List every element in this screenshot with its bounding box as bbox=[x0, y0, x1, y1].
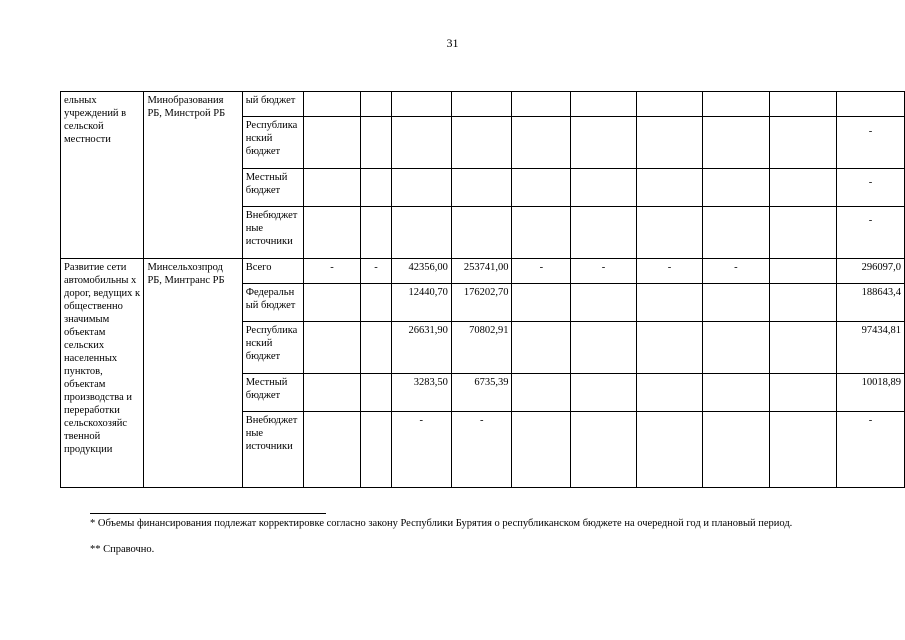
cell bbox=[303, 412, 361, 488]
cell bbox=[391, 117, 451, 169]
cell: 188643,4 bbox=[836, 284, 904, 322]
cell bbox=[303, 322, 361, 374]
cell bbox=[571, 207, 636, 259]
cell bbox=[512, 92, 571, 117]
cell bbox=[769, 207, 836, 259]
cell: - bbox=[391, 412, 451, 488]
funding-source: Местный бюджет bbox=[242, 169, 303, 207]
cell bbox=[769, 259, 836, 284]
program-name: ельных учреждений в сельской местности bbox=[61, 92, 144, 259]
cell bbox=[769, 92, 836, 117]
cell bbox=[451, 207, 512, 259]
funding-source: Республика нский бюджет bbox=[242, 117, 303, 169]
cell bbox=[769, 284, 836, 322]
cell bbox=[391, 169, 451, 207]
page-number: 31 bbox=[446, 36, 459, 50]
cell bbox=[636, 169, 702, 207]
cell bbox=[636, 374, 702, 412]
cell bbox=[571, 284, 636, 322]
cell bbox=[769, 374, 836, 412]
cell: - bbox=[512, 259, 571, 284]
footnote-separator bbox=[90, 513, 326, 514]
cell bbox=[303, 374, 361, 412]
financing-table bbox=[60, 91, 905, 488]
cell bbox=[636, 117, 702, 169]
cell bbox=[361, 92, 391, 117]
cell: 3283,50 bbox=[391, 374, 451, 412]
cell bbox=[512, 207, 571, 259]
cell bbox=[303, 92, 361, 117]
cell bbox=[769, 412, 836, 488]
funding-source: Местный бюджет bbox=[242, 374, 303, 412]
cell bbox=[361, 169, 391, 207]
cell bbox=[451, 92, 512, 117]
cell bbox=[636, 412, 702, 488]
cell bbox=[703, 412, 769, 488]
cell bbox=[303, 284, 361, 322]
funding-source: ый бюджет bbox=[242, 92, 303, 117]
funding-source: Республика нский бюджет bbox=[242, 322, 303, 374]
footnote-1: * Объемы финансирования подлежат корректировке согласно закону Республики Бурятия о республиканском бюджете на очередной год и плановый период. bbox=[90, 518, 793, 529]
cell bbox=[769, 322, 836, 374]
cell bbox=[703, 207, 769, 259]
cell: - bbox=[303, 259, 361, 284]
cell: - bbox=[636, 259, 702, 284]
funding-source: Внебюджет ные источники bbox=[242, 412, 303, 488]
cell: - bbox=[703, 259, 769, 284]
cell bbox=[636, 207, 702, 259]
cell bbox=[361, 207, 391, 259]
cell bbox=[636, 92, 702, 117]
cell bbox=[512, 412, 571, 488]
cell bbox=[769, 117, 836, 169]
table-row bbox=[61, 92, 905, 117]
cell bbox=[571, 374, 636, 412]
cell: 26631,90 bbox=[391, 322, 451, 374]
cell: 6735,39 bbox=[451, 374, 512, 412]
funding-source: Внебюджет ные источники bbox=[242, 207, 303, 259]
cell bbox=[361, 117, 391, 169]
cell: 12440,70 bbox=[391, 284, 451, 322]
cell: 253741,00 bbox=[451, 259, 512, 284]
cell bbox=[703, 169, 769, 207]
cell bbox=[303, 169, 361, 207]
cell bbox=[361, 412, 391, 488]
cell bbox=[571, 92, 636, 117]
cell: 176202,70 bbox=[451, 284, 512, 322]
cell: - bbox=[451, 412, 512, 488]
cell bbox=[571, 117, 636, 169]
cell: - bbox=[571, 259, 636, 284]
cell bbox=[512, 322, 571, 374]
cell: - bbox=[836, 412, 904, 488]
cell bbox=[512, 117, 571, 169]
cell: 42356,00 bbox=[391, 259, 451, 284]
funding-source: Федеральн ый бюджет bbox=[242, 284, 303, 322]
cell bbox=[303, 207, 361, 259]
cell bbox=[703, 92, 769, 117]
cell bbox=[361, 322, 391, 374]
executor-name: Минсельхозпрод РБ, Минтранс РБ bbox=[144, 259, 242, 488]
cell bbox=[512, 169, 571, 207]
footnote-2: ** Справочно. bbox=[90, 544, 155, 555]
cell bbox=[361, 284, 391, 322]
cell bbox=[571, 412, 636, 488]
cell bbox=[512, 284, 571, 322]
cell bbox=[451, 117, 512, 169]
cell bbox=[703, 374, 769, 412]
cell: 70802,91 bbox=[451, 322, 512, 374]
cell: - bbox=[836, 117, 904, 169]
cell: - bbox=[836, 207, 904, 259]
cell bbox=[391, 92, 451, 117]
cell bbox=[571, 169, 636, 207]
cell: - bbox=[836, 169, 904, 207]
cell bbox=[391, 207, 451, 259]
cell bbox=[303, 117, 361, 169]
table-row bbox=[61, 259, 905, 284]
funding-source: Всего bbox=[242, 259, 303, 284]
cell bbox=[703, 322, 769, 374]
cell bbox=[512, 374, 571, 412]
cell bbox=[769, 169, 836, 207]
cell bbox=[703, 284, 769, 322]
cell bbox=[636, 284, 702, 322]
executor-name: Минобразования РБ, Минстрой РБ bbox=[144, 92, 242, 259]
cell bbox=[703, 117, 769, 169]
cell bbox=[836, 92, 904, 117]
cell bbox=[636, 322, 702, 374]
cell: 296097,0 bbox=[836, 259, 904, 284]
cell bbox=[451, 169, 512, 207]
program-name: Развитие сети автомобильны х дорог, ведущих к общественно значимым объектам сельских населенных пунктов, объектам производства и переработки сельскохозяйс твенной продукции bbox=[61, 259, 144, 488]
cell: 97434,81 bbox=[836, 322, 904, 374]
cell bbox=[571, 322, 636, 374]
cell: - bbox=[361, 259, 391, 284]
cell: 10018,89 bbox=[836, 374, 904, 412]
cell bbox=[361, 374, 391, 412]
